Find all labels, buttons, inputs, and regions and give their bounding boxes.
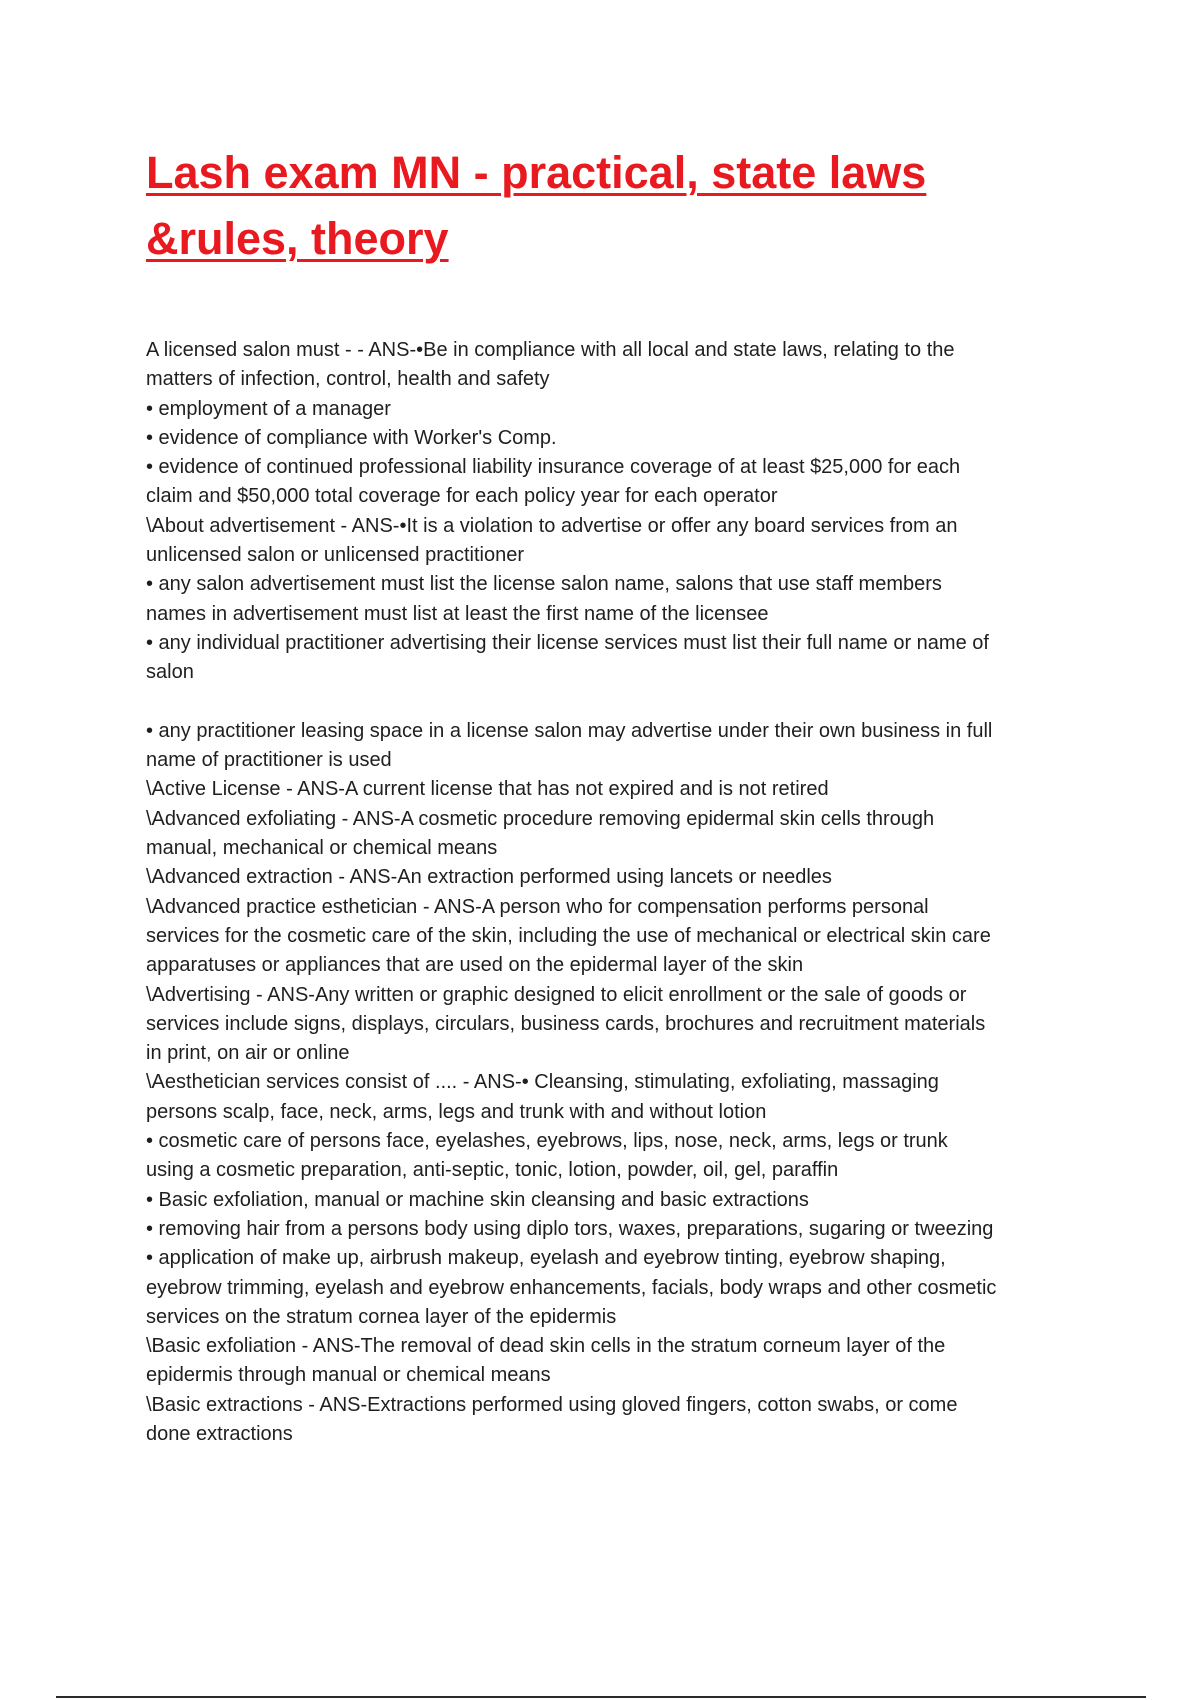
text-line: A licensed salon must - - ANS-•Be in compliance with all local and state laws, relating to the <box>146 339 955 361</box>
paragraph-gap <box>146 688 1106 717</box>
text-line: using a cosmetic preparation, anti-septic, tonic, lotion, powder, oil, gel, paraffin <box>146 1159 839 1182</box>
text-line: • employment of a manager <box>146 397 391 420</box>
text-line: \Basic extractions - ANS-Extractions performed using gloved fingers, cotton swabs, or come <box>146 1393 958 1416</box>
text-line: apparatuses or appliances that are used on the epidermal layer of the skin <box>146 954 804 977</box>
text-line: in print, on air or online <box>146 1042 350 1065</box>
page-divider <box>56 1696 1146 1698</box>
text-line: • removing hair from a persons body using diplo tors, waxes, preparations, sugaring or tweezing <box>146 1217 994 1240</box>
text-line: name of practitioner is used <box>146 749 392 772</box>
text-line: matters of infection, control, health and safety <box>146 368 550 391</box>
text-line: \Basic exfoliation - ANS-The removal of dead skin cells in the stratum corneum layer of the <box>146 1335 946 1358</box>
text-line: eyebrow trimming, eyelash and eyebrow enhancements, facials, body wraps and other cosmetic <box>146 1276 997 1299</box>
text-line: • any practitioner leasing space in a license salon may advertise under their own business in full <box>146 719 993 742</box>
text-line: • evidence of compliance with Worker's Comp. <box>146 426 557 449</box>
text-line: • Basic exfoliation, manual or machine skin cleansing and basic extractions <box>146 1188 809 1211</box>
text-line: services for the cosmetic care of the skin, including the use of mechanical or electrical skin care <box>146 924 991 947</box>
text-line: unlicensed salon or unlicensed practitioner <box>146 544 525 567</box>
text-line: done extractions <box>146 1422 293 1445</box>
text-line: \Advanced extraction - ANS-An extraction performed using lancets or needles <box>146 866 832 889</box>
title-line: Lash exam MN - practical, state laws <box>146 147 927 198</box>
text-line: claim and $50,000 total coverage for each policy year for each operator <box>146 485 778 508</box>
text-line: • any salon advertisement must list the license salon name, salons that use staff members <box>146 573 942 596</box>
text-line: \Active License - ANS-A current license that has not expired and is not retired <box>146 778 829 801</box>
text-line: \About advertisement - ANS-•It is a violation to advertise or offer any board services from an <box>146 514 958 537</box>
text-line: salon <box>146 661 194 684</box>
text-line: • evidence of continued professional liability insurance coverage of at least $25,000 for each <box>146 456 961 479</box>
text-line: persons scalp, face, neck, arms, legs and trunk with and without lotion <box>146 1100 767 1123</box>
page-title <box>146 140 1086 272</box>
text-line: manual, mechanical or chemical means <box>146 837 498 860</box>
text-line: • cosmetic care of persons face, eyelashes, eyebrows, lips, nose, neck, arms, legs or trunk <box>146 1130 948 1153</box>
title-line: &rules, theory <box>146 213 449 264</box>
text-line: \Aesthetician services consist of .... - ANS-• Cleansing, stimulating, exfoliating, massaging <box>146 1071 939 1094</box>
text-line: \Advanced practice esthetician - ANS-A person who for compensation performs personal <box>146 895 929 918</box>
text-line: services include signs, displays, circulars, business cards, brochures and recruitment materials <box>146 1012 986 1035</box>
text-line: \Advertising - ANS-Any written or graphic designed to elicit enrollment or the sale of goods or <box>146 983 967 1006</box>
document-body <box>146 336 1106 1449</box>
text-line: • application of make up, airbrush makeup, eyelash and eyebrow tinting, eyebrow shaping, <box>146 1247 946 1270</box>
text-line: • any individual practitioner advertising their license services must list their full name or name of <box>146 631 989 654</box>
text-line: epidermis through manual or chemical means <box>146 1364 551 1387</box>
text-line: names in advertisement must list at least the first name of the licensee <box>146 602 769 625</box>
text-line: services on the stratum cornea layer of the epidermis <box>146 1305 617 1328</box>
text-line: \Advanced exfoliating - ANS-A cosmetic procedure removing epidermal skin cells through <box>146 807 935 830</box>
